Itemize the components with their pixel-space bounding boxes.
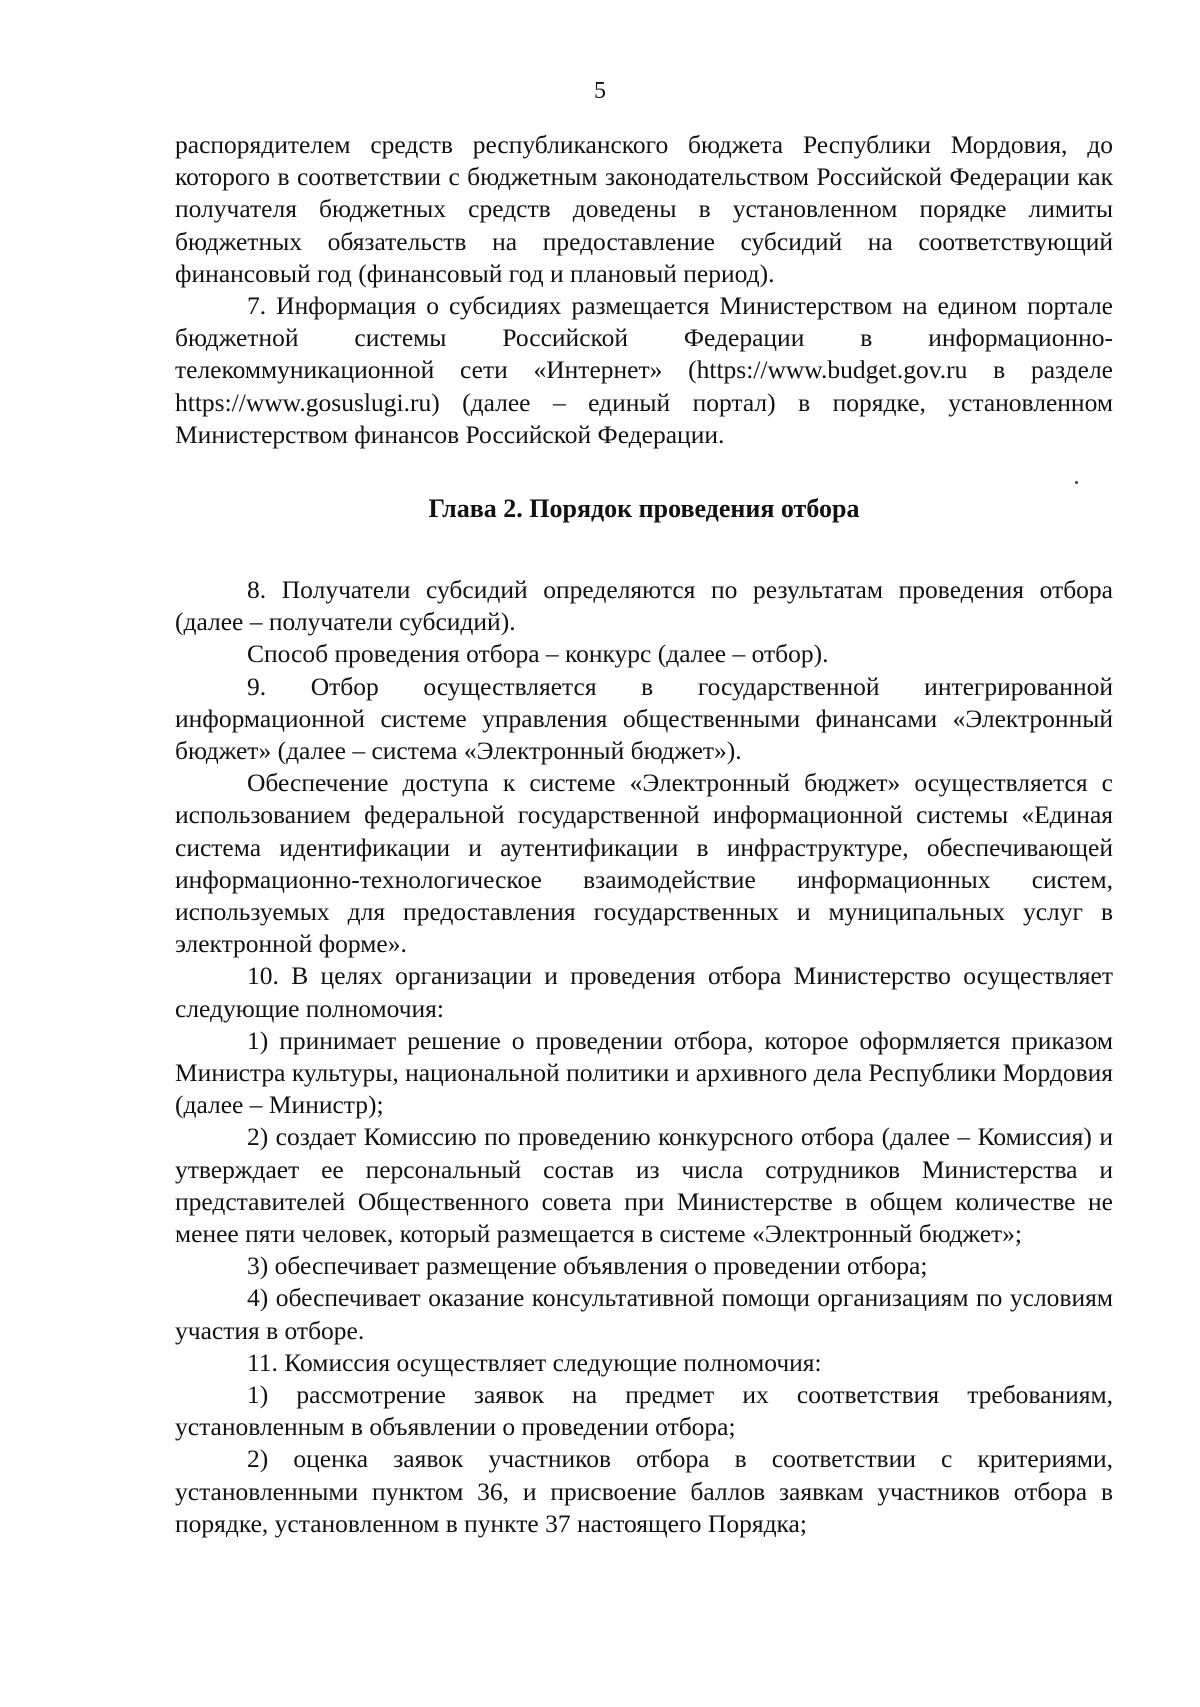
paragraph: Способ проведения отбора – конкурс (далее – отбор). xyxy=(247,639,829,669)
text-block-top xyxy=(175,129,1113,451)
paragraph: 9. Отбор осуществляется в государственной интегрированной информационной системе управления общественными финансами «Электронный бюджет» (далее – система «Электронный бюджет»). xyxy=(175,671,1113,766)
paragraph: 4) обеспечивает оказание консультативной помощи организациям по условиям участия в отборе. xyxy=(175,1283,1113,1345)
paragraph: 11. Комиссия осуществляет следующие полномочия: xyxy=(247,1347,822,1377)
paragraph: 3) обеспечивает размещение объявления о проведении отбора; xyxy=(247,1251,928,1281)
page-number: 5 xyxy=(594,78,606,104)
paragraph: 7. Информация о субсидиях размещается Министерством на едином портале бюджетной системы Российской Федерации в информационно-телекоммуникационной сети «Интернет» (https://www.budget.gov.ru в разделе https://www.gosuslugi.ru) (далее – единый портал) в порядке, установленном Министерством финансов Российской Федерации. xyxy=(175,291,1113,449)
paragraph: распорядителем средств республиканского бюджета Республики Мордовия, до которого в соответствии с бюджетным законодательством Российской Федерации как получателя бюджетных средств доведены в установленном порядке лимиты бюджетных обязательств на предоставление субсидий на соответствующий финансовый год (финансовый год и плановый период). xyxy=(175,130,1113,288)
chapter-heading: Глава 2. Порядок проведения отбора xyxy=(428,494,860,523)
text-block-main xyxy=(175,574,1113,1540)
scan-speck xyxy=(1075,481,1078,484)
paragraph: 2) оценка заявок участников отбора в соответствии с критериями, установленными пунктом 36, и присвоение баллов заявкам участников отбора в порядке, установленном в пункте 37 настоящего Порядка; xyxy=(175,1444,1113,1538)
paragraph: 1) принимает решение о проведении отбора, которое оформляется приказом Министра культуры, национальной политики и архивного дела Республики Мордовия (далее – Министр); xyxy=(175,1025,1113,1120)
paragraph: 1) рассмотрение заявок на предмет их соответствия требованиям, установленным в объявлении о проведении отбора; xyxy=(175,1380,1113,1442)
paragraph: 8. Получатели субсидий определяются по результатам проведения отбора (далее – получатели субсидий). xyxy=(175,575,1113,637)
paragraph: 2) создает Комиссию по проведению конкурсного отбора (далее – Комиссия) и утверждает ее персональный состав из числа сотрудников Министерства и представителей Общественного совета при Министерстве в общем количестве не менее пяти человек, который размещается в системе «Электронный бюджет»; xyxy=(175,1122,1113,1249)
paragraph: 10. В целях организации и проведения отбора Министерство осуществляет следующие полномочия: xyxy=(175,961,1113,1023)
paragraph: Обеспечение доступа к системе «Электронный бюджет» осуществляется с использованием федеральной государственной информационной системы «Единая система идентификации и аутентификации в инфраструктуре, обеспечивающей информационно-технологическое взаимодействие информационных систем, используемых для предоставления государственных и муниципальных услуг в электронной форме». xyxy=(175,768,1113,959)
